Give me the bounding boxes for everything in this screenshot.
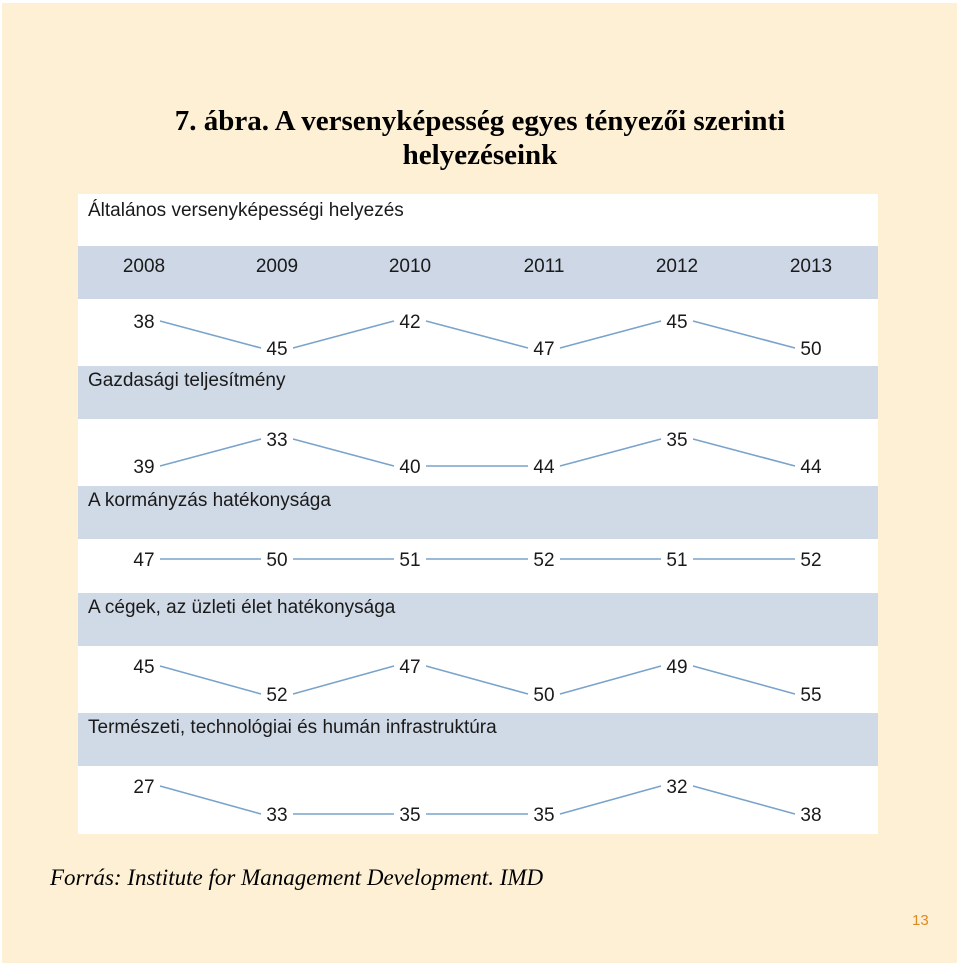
page-number: 13 — [912, 912, 929, 929]
year-label: 2012 — [655, 256, 699, 277]
section-label: A kormányzás hatékonysága — [88, 490, 331, 511]
section-label: Gazdasági teljesítmény — [88, 370, 286, 391]
rank-line-segment — [426, 321, 528, 348]
figure-title-line-2: helyezéseink — [402, 139, 558, 171]
year-label: 2011 — [523, 256, 565, 277]
rank-value: 50 — [800, 339, 822, 360]
chart-panel — [78, 194, 878, 834]
section-label: Természeti, technológiai és humán infrastruktúra — [88, 717, 497, 738]
year-label: 2008 — [122, 256, 166, 277]
rank-line-segment — [693, 321, 795, 348]
rank-value: 38 — [800, 805, 822, 826]
rank-value: 52 — [533, 550, 555, 571]
rank-line-segment — [560, 666, 661, 694]
ranking-lines — [78, 194, 878, 834]
rank-line-segment — [426, 666, 528, 694]
rank-value: 33 — [266, 430, 288, 451]
rank-value: 35 — [666, 430, 688, 451]
rank-value: 55 — [800, 685, 822, 706]
section-label: A cégek, az üzleti élet hatékonysága — [88, 597, 396, 618]
figure-title-line-1: 7. ábra. A versenyképesség egyes tényezői szerinti — [174, 105, 786, 137]
year-label: 2013 — [789, 256, 833, 277]
rank-value: 47 — [399, 657, 421, 678]
rank-line-segment — [560, 439, 661, 466]
rank-value: 35 — [399, 805, 421, 826]
rank-value: 50 — [266, 550, 288, 571]
year-label: 2010 — [388, 256, 432, 277]
rank-line-segment — [693, 666, 795, 694]
rank-value: 45 — [266, 339, 288, 360]
rank-value: 35 — [533, 805, 555, 826]
rank-value: 32 — [666, 777, 688, 798]
rank-line-segment — [160, 321, 261, 348]
rank-value: 45 — [133, 657, 155, 678]
rank-value: 33 — [266, 805, 288, 826]
source-note: Forrás: Institute for Management Development. IMD — [50, 865, 544, 890]
rank-line-segment — [293, 666, 394, 694]
rank-value: 47 — [133, 550, 155, 571]
rank-line-segment — [160, 666, 261, 694]
rank-value: 39 — [133, 457, 155, 478]
rank-value: 45 — [666, 312, 688, 333]
rank-value: 51 — [666, 550, 688, 571]
rank-value: 47 — [533, 339, 555, 360]
rank-value: 42 — [399, 312, 421, 333]
rank-value: 44 — [533, 457, 555, 478]
figure-title — [0, 104, 960, 172]
rank-line-segment — [293, 439, 394, 466]
rank-line-segment — [693, 786, 795, 814]
rank-line-segment — [693, 439, 795, 466]
chart-title: Általános versenyképességi helyezés — [88, 200, 404, 221]
rank-value: 38 — [133, 312, 155, 333]
rank-line-segment — [293, 321, 394, 348]
rank-line-segment — [160, 786, 261, 814]
rank-value: 52 — [266, 685, 288, 706]
rank-value: 27 — [133, 777, 155, 798]
rank-line-segment — [560, 786, 661, 814]
rank-value: 52 — [800, 550, 822, 571]
rank-line-segment — [160, 439, 261, 466]
rank-value: 50 — [533, 685, 555, 706]
year-label: 2009 — [255, 256, 299, 277]
rank-value: 51 — [399, 550, 421, 571]
rank-value: 44 — [800, 457, 822, 478]
rank-line-segment — [560, 321, 661, 348]
rank-value: 49 — [666, 657, 688, 678]
rank-value: 40 — [399, 457, 421, 478]
